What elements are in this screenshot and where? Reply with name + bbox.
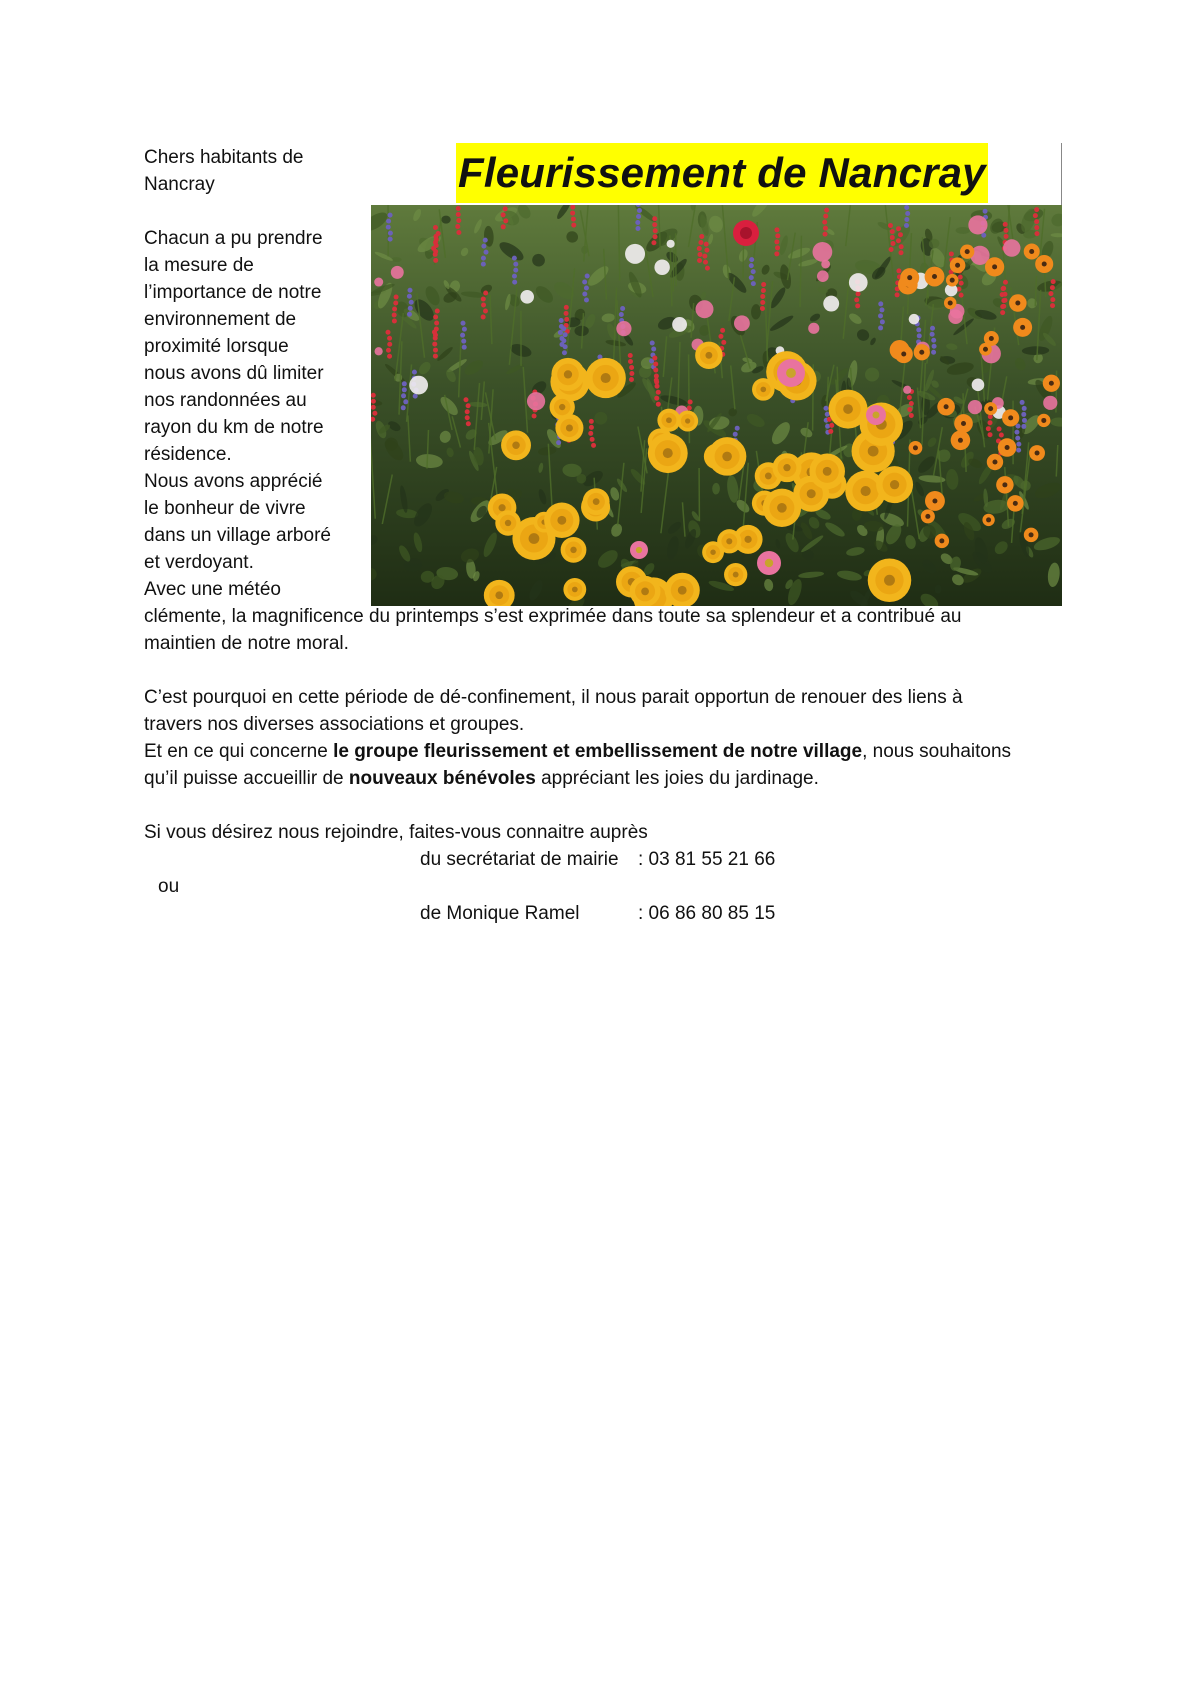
flower-bed-photo-icon [371,205,1062,606]
contact-mairie-label: du secrétariat de mairie [420,849,619,870]
body-text-line: travers nos diverses associations et groupes. [144,714,525,735]
body-text-line: C’est pourquoi en cette période de dé-confinement, il nous parait opportun de renouer des liens à [144,687,963,708]
left-text-line: Chacun a pu prendre [144,228,323,249]
contact-person-phone: : 06 86 80 85 15 [638,903,776,924]
flower-bed-photo [371,205,1062,606]
concerning-line [144,738,1011,765]
contact-or: ou [158,876,180,897]
left-text-line: nous avons dû limiter [144,363,324,384]
concerning-prefix: Et en ce qui concerne [144,741,334,762]
title-frame-edge [1061,143,1062,205]
left-text-line: Nancray [144,174,215,195]
volunteers-suffix: appréciant les joies du jardinage. [535,768,819,789]
body-text-line: clémente, la magnificence du printemps s’est exprimée dans toute sa splendeur et a contribué au [144,606,962,627]
title-highlight [456,143,988,203]
left-text-line: proximité lorsque [144,336,289,357]
left-text-line: résidence. [144,444,232,465]
left-text-line: environnement de [144,309,297,330]
volunteers-prefix: qu’il puisse accueillir de [144,768,349,789]
left-text-line: rayon du km de notre [144,417,324,438]
left-text-line: la mesure de [144,255,254,276]
left-text-line: Avec une météo [144,579,281,600]
body-text-line: maintien de notre moral. [144,633,349,654]
left-text-line: dans un village arboré [144,525,331,546]
left-text-line: Nous avons apprécié [144,471,323,492]
left-text-line: l’importance de notre [144,282,322,303]
left-text-line: et verdoyant. [144,552,254,573]
contact-intro: Si vous désirez nous rejoindre, faites-vous connaitre auprès [144,822,648,843]
volunteers-bold: nouveaux bénévoles [348,768,536,789]
concerning-suffix: , nous souhaitons [862,741,1012,762]
left-text-line: le bonheur de vivre [144,498,306,519]
left-text-line: nos randonnées au [144,390,307,411]
concerning-bold: le groupe fleurissement et embellissement de notre village [333,741,863,762]
left-text-line: Chers habitants de [144,147,304,168]
contact-mairie-phone: : 03 81 55 21 66 [638,849,776,870]
volunteers-line [144,765,819,792]
contact-person-label: de Monique Ramel [420,903,580,924]
page-title: Fleurissement de Nancray [458,149,986,196]
